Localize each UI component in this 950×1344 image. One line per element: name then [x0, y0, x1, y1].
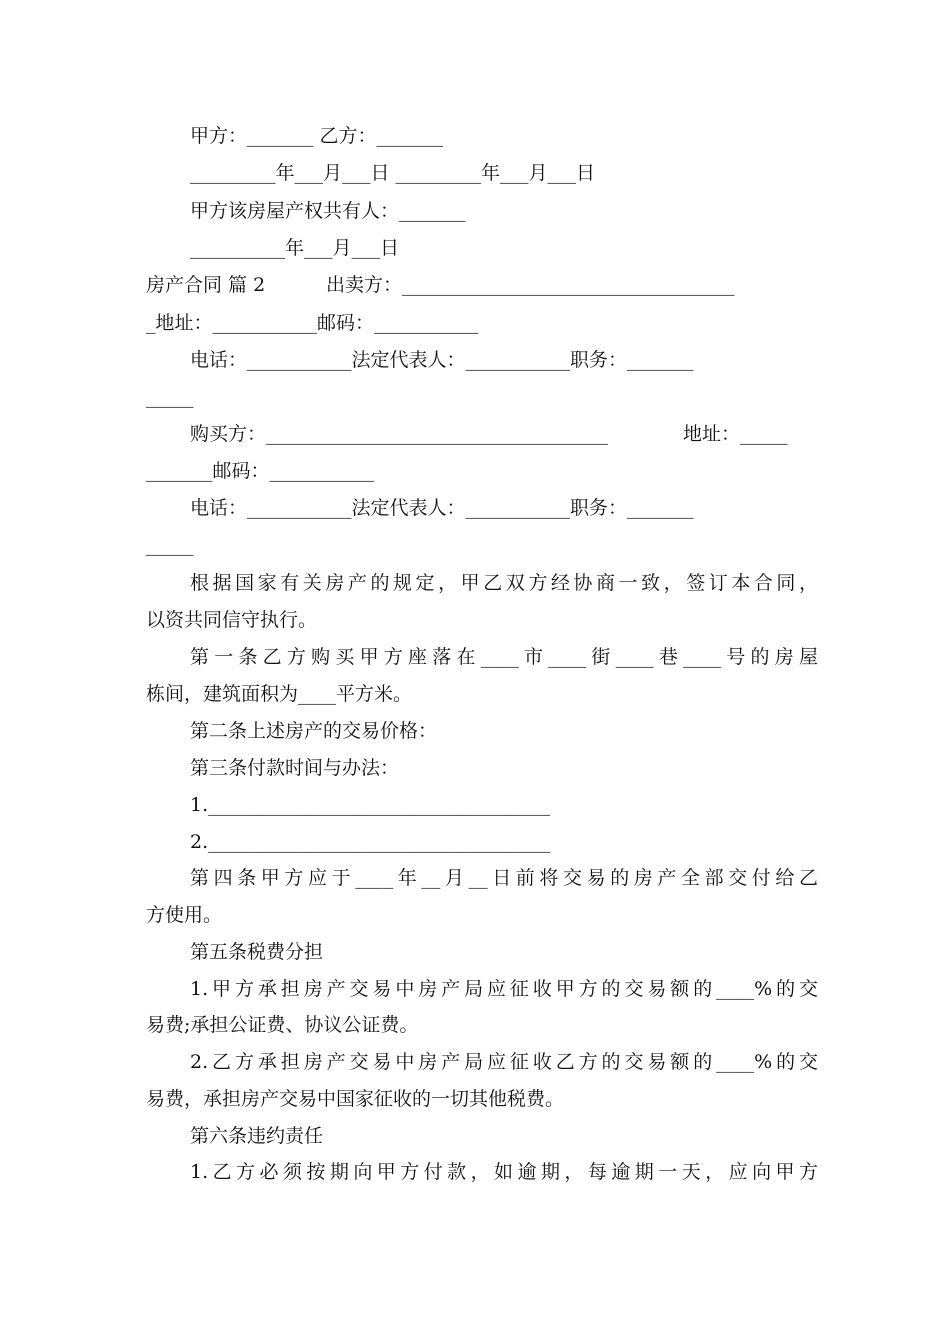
article-3-item-2: 2.____________________________________	[190, 831, 551, 853]
buyer-phone-line-cont: _____	[146, 534, 194, 556]
buyer-line: 购买方：____________________________________	[190, 423, 609, 445]
seller-phone-line: 电话：___________法定代表人：___________职务：_______	[190, 349, 694, 371]
article-3-item-1: 1.____________________________________	[190, 794, 551, 816]
article-5-item-1-line-1: 1.甲方承担房产交易中房产局应征收甲方的交易额的____%的交	[190, 978, 818, 1000]
buyer-phone-line: 电话：___________法定代表人：___________职务：_______	[190, 497, 694, 519]
seller-line: 出卖方：___________________________________	[326, 274, 735, 296]
seller-phone-line-cont: _____	[146, 386, 194, 408]
article-1-line-2: 栋间，建筑面积为____平方米。	[146, 683, 413, 705]
article-5: 第五条税费分担	[190, 941, 324, 963]
date-line: _________年___月___日 _________年___月___日	[190, 162, 596, 184]
article-5-item-2-line-2: 易费，承担房产交易中国家征收的一切其他税费。	[146, 1088, 565, 1110]
contract-section-title: 房产合同 篇 2	[146, 274, 266, 296]
co-owner-line: 甲方该房屋产权共有人：_______	[190, 200, 466, 222]
article-4-line-1: 第四条甲方应于____年__月__日前将交易的房产全部交付给乙	[190, 867, 818, 889]
article-3: 第三条付款时间与办法：	[190, 757, 400, 779]
article-1-line-1: 第一条乙方购买甲方座落在____市____街____巷____号的房屋	[190, 646, 818, 668]
article-2: 第二条上述房产的交易价格：	[190, 720, 438, 742]
seller-address-line: _地址：___________邮码：___________	[146, 312, 479, 334]
buyer-address-label: 地址：_____	[683, 423, 788, 445]
preamble-line-1: 根据国家有关房产的规定，甲乙双方经协商一致，签订本合同，	[190, 572, 818, 594]
article-5-item-1-line-2: 易费;承担公证费、协议公证费。	[146, 1014, 419, 1036]
article-4-line-2: 方使用。	[146, 904, 223, 926]
preamble-line-2: 以资共同信守执行。	[146, 609, 318, 631]
article-5-item-2-line-1: 2.乙方承担房产交易中房产局应征收乙方的交易额的____%的交	[190, 1051, 818, 1073]
article-6: 第六条违约责任	[190, 1125, 324, 1147]
buyer-postcode-line: _______邮码：___________	[146, 460, 375, 482]
party-signature-line: 甲方：_______ 乙方：_______	[190, 125, 444, 147]
co-owner-date-line: __________年___月___日	[190, 237, 400, 259]
article-6-item-1-line-1: 1.乙方必须按期向甲方付款，如逾期，每逾期一天，应向甲方	[190, 1161, 818, 1183]
